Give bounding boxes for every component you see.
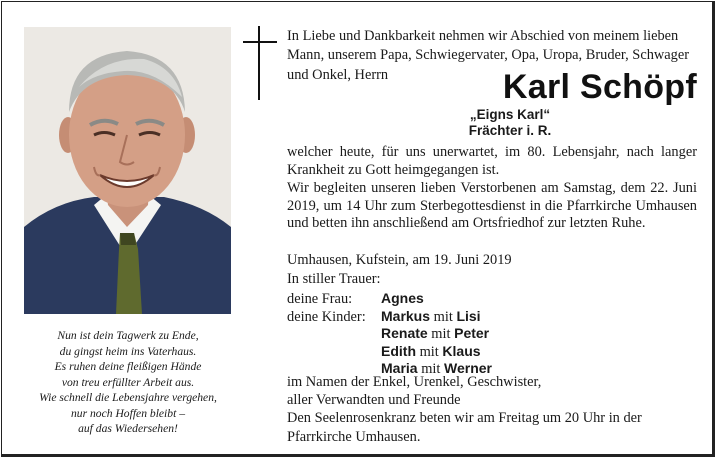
- child-name: Renate: [381, 325, 428, 341]
- connector: mit: [431, 326, 451, 342]
- partner-name: Peter: [454, 325, 490, 341]
- wife-name: Agnes: [381, 290, 424, 306]
- child-name: Markus: [381, 307, 431, 324]
- others-line: aller Verwandten und Freunde: [287, 391, 461, 408]
- deceased-occupation: Frächter i. R.: [468, 123, 552, 138]
- intro-text: In Liebe und Dankbarkeit nehmen wir Abschied von meinem lieben Mann, unserem Papa, Schwiegervater, Opa, Uropa, Bruder, Schwager und Onkel, Herrn: [287, 28, 690, 83]
- poem-line: Nun ist dein Tagwerk zu Ende,: [57, 329, 199, 342]
- portrait-photo: [24, 27, 231, 314]
- child-row: [287, 325, 489, 343]
- deceased-nickname: „Eigns Karl“: [469, 107, 551, 122]
- partner-name: Klaus: [442, 342, 481, 359]
- death-notice: welcher heute, für uns unerwartet, im 80. Lebensjahr, nach langer Krankheit zu Gott heimgegangen ist.: [287, 144, 697, 178]
- poem-line: du gingst heim ins Vaterhaus.: [59, 344, 197, 358]
- wife-row: [287, 290, 424, 308]
- connector: mit: [421, 361, 441, 377]
- children-label: deine Kinder:: [287, 308, 366, 325]
- deceased-name: Karl Schöpf: [502, 68, 697, 106]
- funeral-notice: Wir begleiten unseren lieben Verstorbenen am Samstag, dem 22. Juni 2019, um 14 Uhr zum Sterbegottesdienst in die Pfarrkirche Umhausen und betten ihn anschließend am Ortsfriedhof zur letzten Ruhe.: [287, 180, 697, 231]
- child-row: [287, 308, 481, 326]
- poem-line: auf das Wiedersehen!: [78, 422, 178, 435]
- poem-line: nur noch Hoffen bleibt –: [71, 406, 185, 420]
- connector: mit: [433, 308, 453, 325]
- partner-name: Werner: [444, 360, 492, 376]
- poem-line: von treu erfüllter Arbeit aus.: [61, 375, 195, 389]
- rosary-notice: Den Seelenrosenkranz beten wir am Freitag um 20 Uhr in der Pfarrkirche Umhausen.: [287, 410, 642, 445]
- memorial-poem: [14, 328, 242, 437]
- poem-line: Wie schnell die Lebensjahre vergehen,: [39, 391, 217, 404]
- others-line: im Namen der Enkel, Urenkel, Geschwister,: [287, 374, 542, 390]
- partner-name: Lisi: [456, 307, 481, 324]
- mourners-heading: In stiller Trauer:: [287, 271, 381, 287]
- latin-cross-icon: [243, 26, 277, 100]
- child-name: Maria: [381, 360, 418, 376]
- child-name: Edith: [381, 342, 416, 359]
- place-date: Umhausen, Kufstein, am 19. Juni 2019: [287, 252, 512, 268]
- connector: mit: [419, 343, 439, 360]
- wife-label: deine Frau:: [287, 291, 353, 307]
- child-row: [287, 343, 481, 361]
- poem-line: Es ruhen deine fleißigen Hände: [54, 360, 202, 373]
